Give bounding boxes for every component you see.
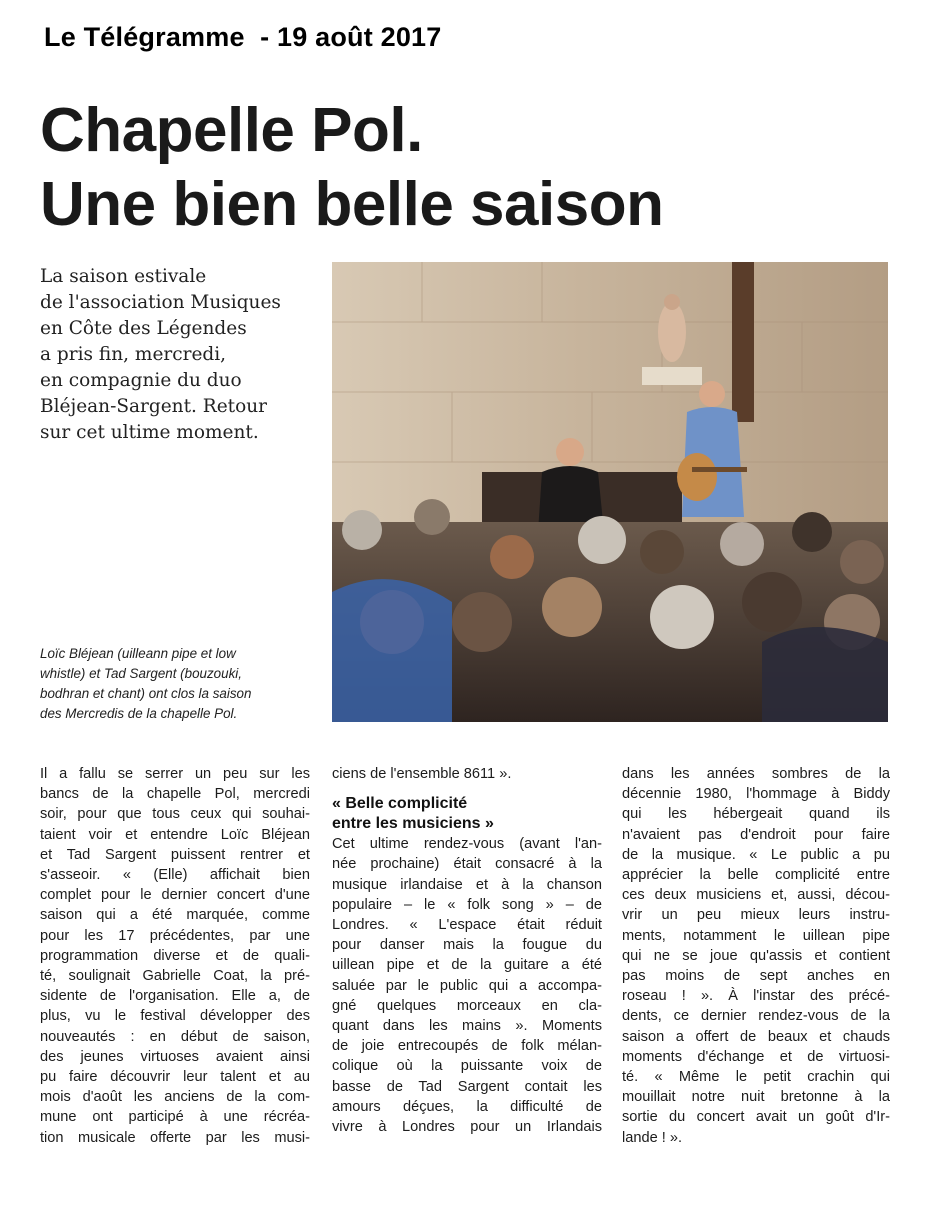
body-line: taient voir et entendre Loïc Bléjean xyxy=(40,826,310,843)
article-standfirst xyxy=(40,264,325,446)
article-column-3 xyxy=(622,764,890,1148)
body-line: programmation diverse et de quali- xyxy=(40,947,310,964)
body-line: gné quelques morceaux en cla- xyxy=(332,997,602,1014)
standfirst-line: La saison estivale xyxy=(40,266,207,287)
body-line: sortie du concert avait un goût d'Ir- xyxy=(622,1109,890,1126)
body-line: roseau ! ». À l'instar des précé- xyxy=(622,988,890,1005)
concert-photo xyxy=(332,262,888,722)
body-line: ces deux musiciens et, aussi, décou- xyxy=(622,887,890,904)
body-line: nouveautés : en début de saison, xyxy=(40,1028,310,1045)
body-line: mouillait notre nuit bretonne à la xyxy=(622,1089,890,1106)
body-line: lande ! ». xyxy=(622,1129,683,1146)
body-line: qui ne se joue qu'assis et contient xyxy=(622,947,890,964)
body-line: dans les années sombres de la xyxy=(622,766,890,782)
photo-caption xyxy=(40,644,325,724)
body-line: tion musicale offerte par les musi- xyxy=(40,1129,310,1146)
body-line: pour les 17 précédentes, par une xyxy=(40,927,310,944)
body-line: et Tad Sargent puissent rentrer et xyxy=(40,846,310,863)
caption-line: Loïc Bléjean (uilleann pipe et low xyxy=(40,646,236,661)
body-line: colique où la puissante voix de xyxy=(332,1058,602,1075)
body-line: de joie entrecoupés de folk mélan- xyxy=(332,1038,602,1055)
body-line: uillean pipe et de la guitare a été xyxy=(332,957,602,974)
body-line: pour danser mais la fougue du xyxy=(332,937,602,954)
standfirst-line: a pris fin, mercredi, xyxy=(40,344,227,365)
article-column-1 xyxy=(40,764,310,1148)
body-line: populaire – le « folk song » – de xyxy=(332,896,602,913)
body-line: Londres. « L'espace était réduit xyxy=(332,917,602,934)
body-line: saison qui a été marquée, comme xyxy=(40,907,310,924)
body-line: qui les hébergeait quand ils xyxy=(622,806,890,823)
body-line: Il a fallu se serrer un peu sur les xyxy=(40,766,310,782)
article-column-2 xyxy=(332,764,602,1137)
body-line: vivre à Londres pour un Irlandais xyxy=(332,1119,602,1136)
body-line: apprécier la belle complicité entre xyxy=(622,867,890,884)
body-line: soir, pour que tous ceux qui souhai- xyxy=(40,806,310,823)
body-line: complet pour le dernier concert d'une xyxy=(40,887,310,904)
body-line: née prochaine) était consacré à la xyxy=(332,856,602,873)
body-line: Cet ultime rendez-vous (avant l'an- xyxy=(332,836,602,853)
body-line: moments d'échange et de virtuosi- xyxy=(622,1048,890,1065)
standfirst-line: Bléjean-Sargent. Retour xyxy=(40,396,267,417)
subhead-line: « Belle complicité xyxy=(332,795,468,813)
subhead-line: entre les musiciens » xyxy=(332,815,494,833)
standfirst-line: sur cet ultime moment. xyxy=(40,422,259,443)
body-line: té, soulignait Gabrielle Coat, la pré- xyxy=(40,968,310,985)
body-line: vrir un peu mieux leurs instru- xyxy=(622,907,890,924)
body-line: s'asseoir. « (Elle) affichait bien xyxy=(40,867,310,884)
standfirst-line: de l'association Musiques xyxy=(40,292,281,313)
body-line: n'avaient pas d'endroit pour faire xyxy=(622,826,890,843)
body-line: quant dans les mains ». Moments xyxy=(332,1018,602,1035)
caption-line: whistle) et Tad Sargent (bouzouki, xyxy=(40,666,242,681)
body-line: basse de Tad Sargent contait les xyxy=(332,1078,602,1095)
body-line: té. « Même le petit crachin qui xyxy=(622,1069,890,1086)
body-line: décennie 1980, l'hommage à Biddy xyxy=(622,786,890,803)
newspaper-source-line: Le Télégramme - 19 août 2017 xyxy=(44,22,442,52)
headline-line-2: Une bien belle saison xyxy=(40,170,664,239)
body-line: sidente de l'organisation. Elle a, de xyxy=(40,988,310,1005)
article-subhead xyxy=(332,794,602,834)
body-line: ments, notamment le uillean pipe xyxy=(622,927,890,944)
body-line: amours déçues, la difficulté de xyxy=(332,1098,602,1115)
caption-line: bodhran et chant) ont clos la saison xyxy=(40,686,252,701)
body-line: ciens de l'ensemble 8611 ». xyxy=(332,766,512,782)
body-line: des jeunes virtuoses avaient ainsi xyxy=(40,1048,310,1065)
body-line: saison a offert de beaux et chauds xyxy=(622,1028,890,1045)
body-line: plus, vu le festival développer des xyxy=(40,1008,310,1025)
body-line: mune ont participé à une récréa- xyxy=(40,1109,310,1126)
headline-line-1: Chapelle Pol. xyxy=(40,96,423,165)
standfirst-line: en compagnie du duo xyxy=(40,370,242,391)
body-line: pu faire découvrir leur talent et au xyxy=(40,1069,310,1086)
article-headline xyxy=(40,94,920,242)
body-line: musique irlandaise et à la chanson xyxy=(332,876,602,893)
body-line: mois d'août les anciens de la com- xyxy=(40,1089,310,1106)
standfirst-line: en Côte des Légendes xyxy=(40,318,247,339)
body-line: dents, ce dernier rendez-vous de la xyxy=(622,1008,890,1025)
body-line: de la musique. « Le public a pu xyxy=(622,846,890,863)
body-line: pas moins de sept anches en xyxy=(622,968,890,985)
body-line: bancs de la chapelle Pol, mercredi xyxy=(40,786,310,803)
caption-line: des Mercredis de la chapelle Pol. xyxy=(40,706,238,721)
body-line: saluée par le public qui a accompa- xyxy=(332,977,602,994)
